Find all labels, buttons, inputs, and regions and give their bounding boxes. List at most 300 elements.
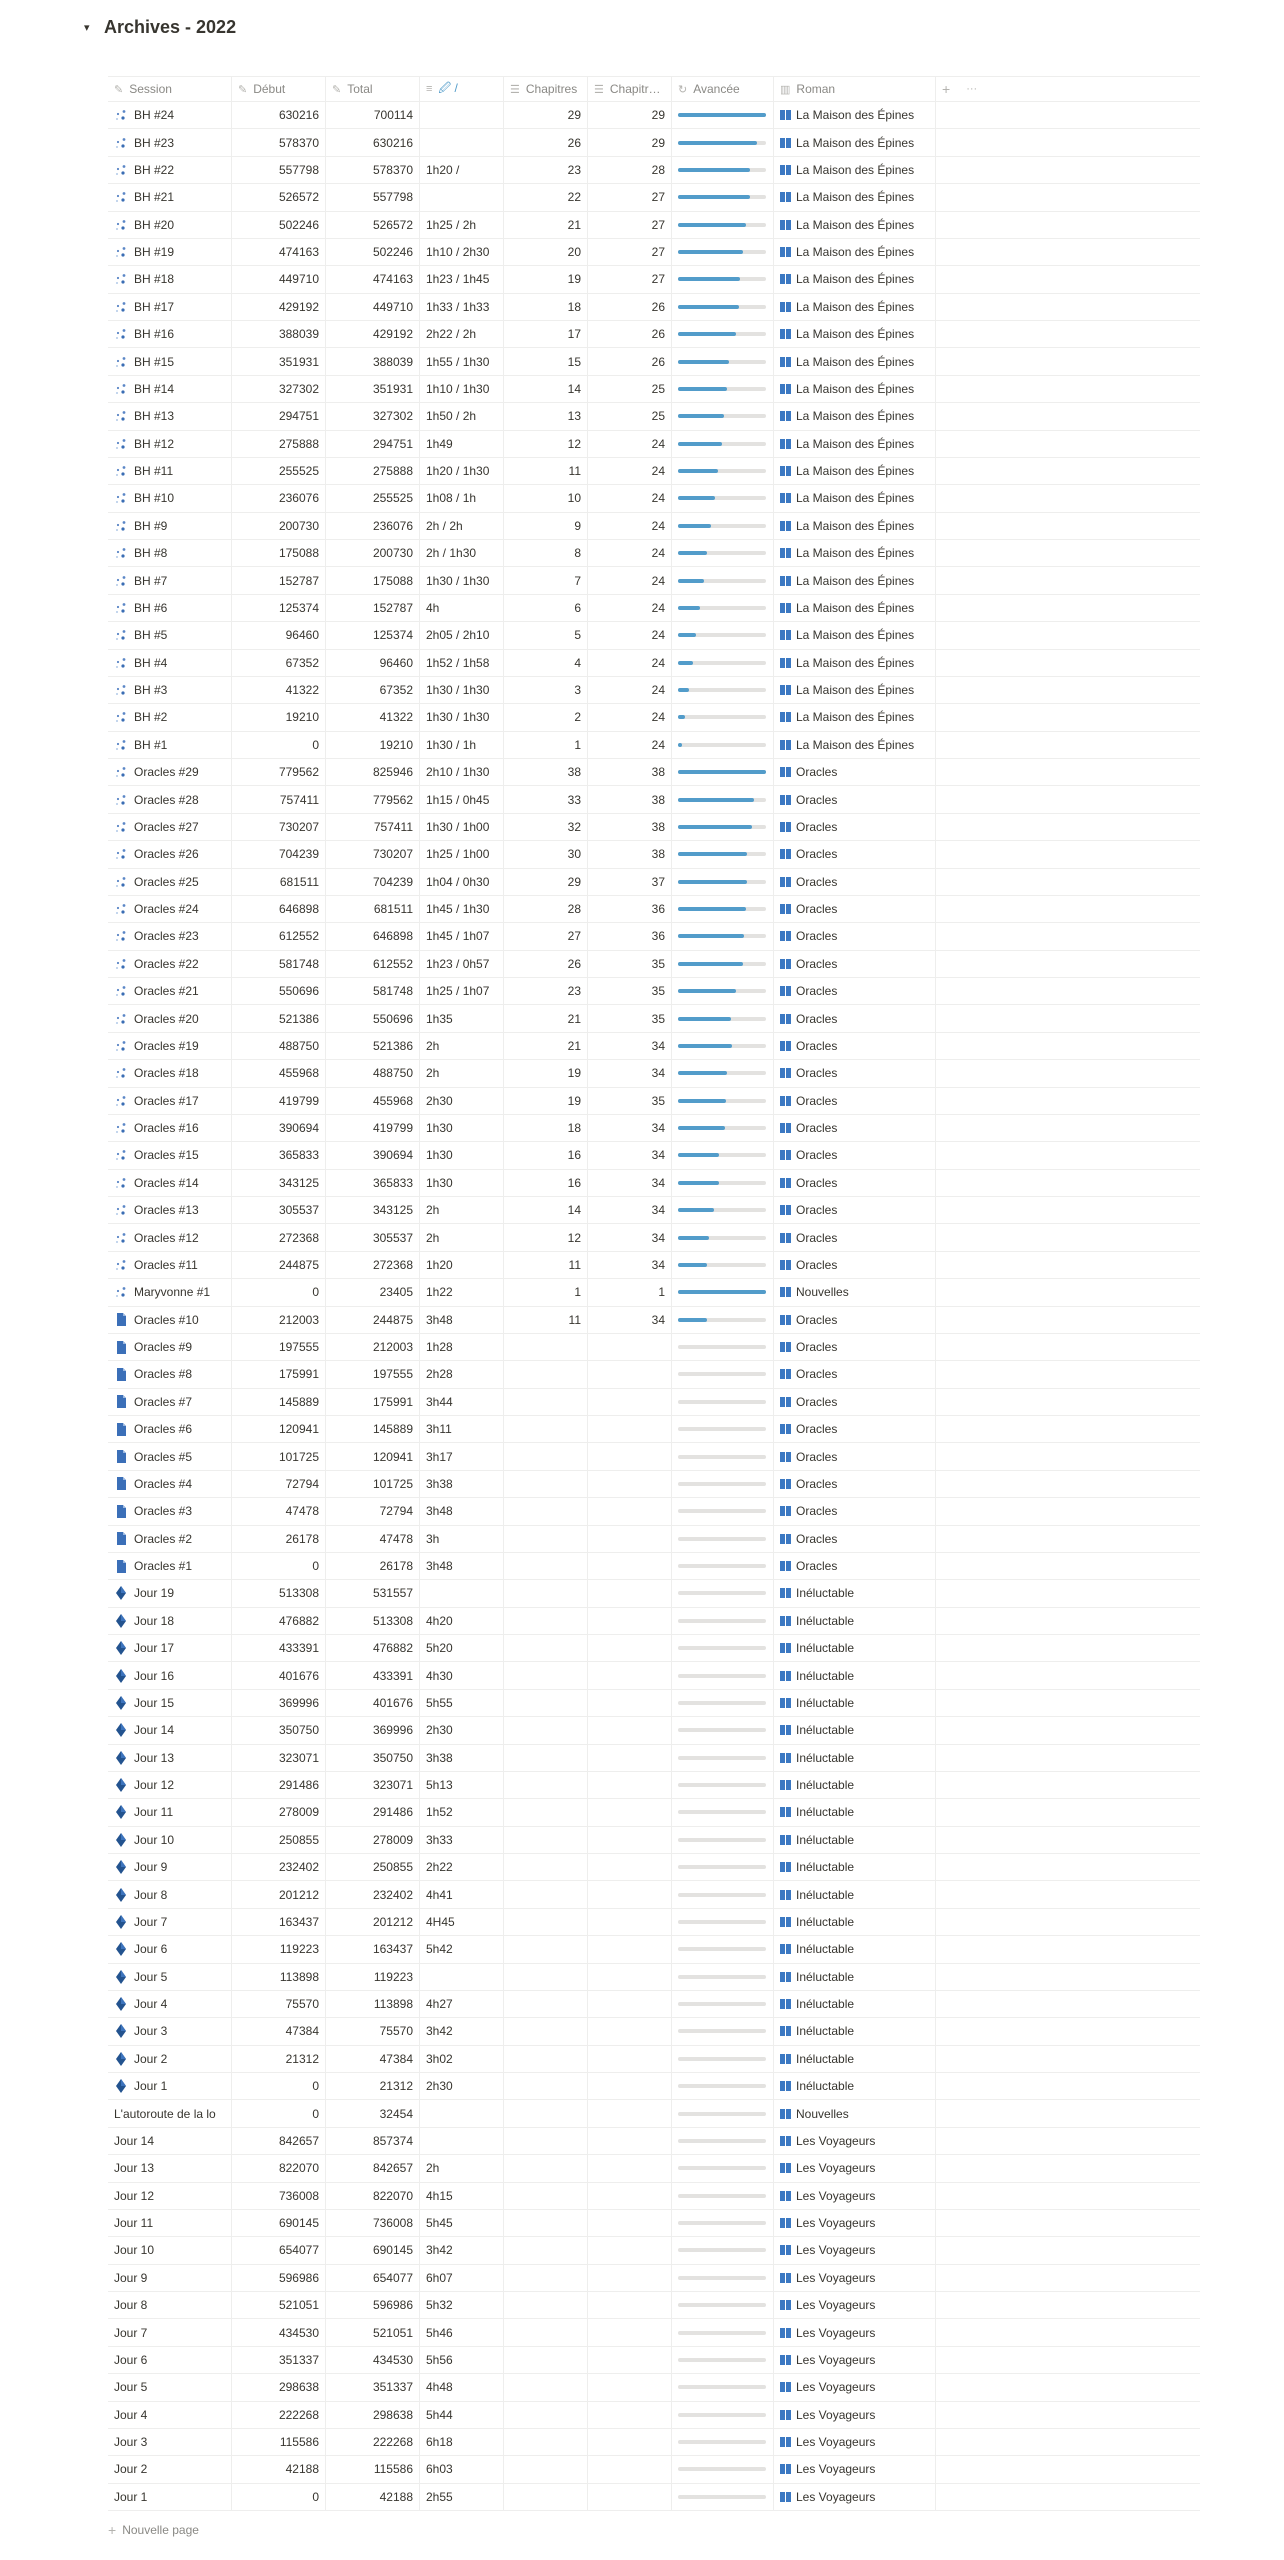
session-cell[interactable]	[108, 786, 232, 812]
roman-cell[interactable]	[774, 1964, 936, 1990]
session-cell[interactable]	[108, 1991, 232, 2017]
chapitres-cell[interactable]: 2	[504, 704, 588, 730]
temps-cell[interactable]: 2h30	[420, 1088, 504, 1114]
table-row[interactable]	[108, 1005, 1200, 1032]
temps-cell[interactable]: 2h	[420, 2155, 504, 2181]
temps-cell[interactable]: 1h22	[420, 1279, 504, 1305]
table-row[interactable]	[108, 704, 1200, 731]
chapitres-cell[interactable]: 20	[504, 239, 588, 265]
temps-cell[interactable]: 3h42	[420, 2018, 504, 2044]
table-row[interactable]	[108, 540, 1200, 567]
roman-cell[interactable]	[774, 1745, 936, 1771]
session-cell[interactable]	[108, 458, 232, 484]
roman-cell[interactable]	[774, 2073, 936, 2099]
debut-cell[interactable]: 272368	[232, 1224, 326, 1250]
roman-cell[interactable]	[774, 759, 936, 785]
table-row[interactable]	[108, 2319, 1200, 2346]
table-row[interactable]	[108, 2183, 1200, 2210]
temps-cell[interactable]: 2h28	[420, 1361, 504, 1387]
table-row[interactable]	[108, 2237, 1200, 2264]
chapitres-total-cell[interactable]: 34	[588, 1197, 672, 1223]
debut-cell[interactable]: 736008	[232, 2183, 326, 2209]
chapitres-cell[interactable]: 18	[504, 294, 588, 320]
total-cell[interactable]: 401676	[326, 1690, 420, 1716]
session-cell[interactable]	[108, 321, 232, 347]
table-row[interactable]	[108, 266, 1200, 293]
chapitres-total-cell[interactable]	[588, 2456, 672, 2482]
table-row[interactable]	[108, 1717, 1200, 1744]
temps-cell[interactable]: 1h30 / 1h30	[420, 677, 504, 703]
debut-cell[interactable]: 21312	[232, 2046, 326, 2072]
session-cell[interactable]	[108, 1224, 232, 1250]
session-cell[interactable]	[108, 2100, 232, 2126]
chapitres-total-cell[interactable]: 24	[588, 431, 672, 457]
roman-cell[interactable]	[774, 841, 936, 867]
chapitres-total-cell[interactable]: 36	[588, 923, 672, 949]
chapitres-total-cell[interactable]: 38	[588, 786, 672, 812]
total-cell[interactable]: 704239	[326, 869, 420, 895]
temps-cell[interactable]: 5h20	[420, 1635, 504, 1661]
chapitres-total-cell[interactable]: 24	[588, 567, 672, 593]
debut-cell[interactable]: 502246	[232, 212, 326, 238]
chapitres-cell[interactable]	[504, 1799, 588, 1825]
chapitres-cell[interactable]: 1	[504, 1279, 588, 1305]
table-row[interactable]	[108, 2210, 1200, 2237]
chapitres-cell[interactable]	[504, 1608, 588, 1634]
database-title[interactable]: Archives - 2022	[104, 16, 237, 37]
roman-cell[interactable]	[774, 704, 936, 730]
chapitres-total-cell[interactable]	[588, 2319, 672, 2345]
debut-cell[interactable]: 429192	[232, 294, 326, 320]
chapitres-cell[interactable]: 7	[504, 567, 588, 593]
chapitres-cell[interactable]: 11	[504, 1252, 588, 1278]
roman-cell[interactable]	[774, 622, 936, 648]
session-cell[interactable]	[108, 2319, 232, 2345]
temps-cell[interactable]: 4h30	[420, 1662, 504, 1688]
temps-cell[interactable]: 4h20	[420, 1608, 504, 1634]
total-cell[interactable]: 419799	[326, 1115, 420, 1141]
roman-cell[interactable]	[774, 2128, 936, 2154]
total-cell[interactable]: 125374	[326, 622, 420, 648]
table-row[interactable]	[108, 239, 1200, 266]
chapitres-cell[interactable]	[504, 1553, 588, 1579]
chapitres-cell[interactable]: 28	[504, 896, 588, 922]
chapitres-total-cell[interactable]: 24	[588, 732, 672, 758]
total-cell[interactable]: 822070	[326, 2183, 420, 2209]
chapitres-total-cell[interactable]: 34	[588, 1307, 672, 1333]
total-cell[interactable]: 119223	[326, 1964, 420, 1990]
chapitres-total-cell[interactable]: 36	[588, 896, 672, 922]
total-cell[interactable]: 350750	[326, 1745, 420, 1771]
chapitres-cell[interactable]: 11	[504, 458, 588, 484]
debut-cell[interactable]: 0	[232, 2100, 326, 2126]
chapitres-cell[interactable]: 21	[504, 212, 588, 238]
chapitres-total-cell[interactable]	[588, 2155, 672, 2181]
chapitres-total-cell[interactable]: 24	[588, 677, 672, 703]
table-row[interactable]	[108, 1827, 1200, 1854]
roman-cell[interactable]	[774, 1060, 936, 1086]
session-cell[interactable]	[108, 1717, 232, 1743]
debut-cell[interactable]: 255525	[232, 458, 326, 484]
roman-cell[interactable]	[774, 2046, 936, 2072]
total-cell[interactable]: 323071	[326, 1772, 420, 1798]
debut-cell[interactable]: 96460	[232, 622, 326, 648]
chapitres-cell[interactable]	[504, 2292, 588, 2318]
debut-cell[interactable]: 145889	[232, 1389, 326, 1415]
chapitres-cell[interactable]	[504, 1854, 588, 1880]
debut-cell[interactable]: 125374	[232, 595, 326, 621]
total-cell[interactable]: 502246	[326, 239, 420, 265]
total-cell[interactable]: 578370	[326, 157, 420, 183]
total-cell[interactable]: 120941	[326, 1443, 420, 1469]
temps-cell[interactable]: 1h30	[420, 1170, 504, 1196]
temps-cell[interactable]: 6h07	[420, 2265, 504, 2291]
total-cell[interactable]: 291486	[326, 1799, 420, 1825]
session-cell[interactable]	[108, 2402, 232, 2428]
roman-cell[interactable]	[774, 458, 936, 484]
table-row[interactable]	[108, 1498, 1200, 1525]
chapitres-cell[interactable]	[504, 2046, 588, 2072]
chapitres-cell[interactable]: 18	[504, 1115, 588, 1141]
session-cell[interactable]	[108, 1881, 232, 1907]
session-cell[interactable]	[108, 129, 232, 155]
roman-cell[interactable]	[774, 1854, 936, 1880]
debut-cell[interactable]: 842657	[232, 2128, 326, 2154]
temps-cell[interactable]: 1h10 / 2h30	[420, 239, 504, 265]
session-cell[interactable]	[108, 1252, 232, 1278]
session-cell[interactable]	[108, 1279, 232, 1305]
debut-cell[interactable]: 291486	[232, 1772, 326, 1798]
temps-cell[interactable]: 3h48	[420, 1498, 504, 1524]
debut-cell[interactable]: 47478	[232, 1498, 326, 1524]
roman-cell[interactable]	[774, 1142, 936, 1168]
session-cell[interactable]	[108, 1088, 232, 1114]
total-cell[interactable]: 365833	[326, 1170, 420, 1196]
chapitres-cell[interactable]	[504, 1471, 588, 1497]
total-cell[interactable]: 23405	[326, 1279, 420, 1305]
table-row[interactable]	[108, 2265, 1200, 2292]
roman-cell[interactable]	[774, 2265, 936, 2291]
chapitres-total-cell[interactable]	[588, 2210, 672, 2236]
debut-cell[interactable]: 434530	[232, 2319, 326, 2345]
debut-cell[interactable]: 275888	[232, 431, 326, 457]
total-cell[interactable]: 449710	[326, 294, 420, 320]
total-cell[interactable]: 343125	[326, 1197, 420, 1223]
total-cell[interactable]: 429192	[326, 321, 420, 347]
total-cell[interactable]: 244875	[326, 1307, 420, 1333]
debut-cell[interactable]: 646898	[232, 896, 326, 922]
temps-cell[interactable]	[420, 2100, 504, 2126]
total-cell[interactable]: 163437	[326, 1936, 420, 1962]
debut-cell[interactable]: 630216	[232, 102, 326, 128]
roman-cell[interactable]	[774, 1224, 936, 1250]
roman-cell[interactable]	[774, 1881, 936, 1907]
total-cell[interactable]: 779562	[326, 786, 420, 812]
chapitres-cell[interactable]	[504, 1690, 588, 1716]
debut-cell[interactable]: 557798	[232, 157, 326, 183]
chapitres-total-cell[interactable]: 27	[588, 184, 672, 210]
roman-cell[interactable]	[774, 1580, 936, 1606]
total-cell[interactable]: 700114	[326, 102, 420, 128]
debut-cell[interactable]: 42188	[232, 2456, 326, 2482]
temps-cell[interactable]: 1h04 / 0h30	[420, 869, 504, 895]
total-cell[interactable]: 455968	[326, 1088, 420, 1114]
total-cell[interactable]: 201212	[326, 1909, 420, 1935]
session-cell[interactable]	[108, 2347, 232, 2373]
debut-cell[interactable]: 200730	[232, 513, 326, 539]
chapitres-total-cell[interactable]	[588, 1334, 672, 1360]
chapitres-total-cell[interactable]	[588, 1745, 672, 1771]
chapitres-cell[interactable]: 19	[504, 1088, 588, 1114]
roman-cell[interactable]	[774, 1115, 936, 1141]
debut-cell[interactable]: 757411	[232, 786, 326, 812]
total-cell[interactable]: 550696	[326, 1005, 420, 1031]
temps-cell[interactable]: 4h27	[420, 1991, 504, 2017]
session-cell[interactable]	[108, 294, 232, 320]
table-row[interactable]	[108, 923, 1200, 950]
chapitres-cell[interactable]: 8	[504, 540, 588, 566]
debut-cell[interactable]: 222268	[232, 2402, 326, 2428]
debut-cell[interactable]: 369996	[232, 1690, 326, 1716]
roman-cell[interactable]	[774, 814, 936, 840]
debut-cell[interactable]: 550696	[232, 978, 326, 1004]
chapitres-total-cell[interactable]	[588, 2265, 672, 2291]
chapitres-total-cell[interactable]	[588, 2073, 672, 2099]
session-cell[interactable]	[108, 951, 232, 977]
total-cell[interactable]: 488750	[326, 1060, 420, 1086]
total-cell[interactable]: 646898	[326, 923, 420, 949]
roman-cell[interactable]	[774, 2155, 936, 2181]
chapitres-cell[interactable]	[504, 1991, 588, 2017]
total-cell[interactable]: 433391	[326, 1662, 420, 1688]
roman-cell[interactable]	[774, 1498, 936, 1524]
roman-cell[interactable]	[774, 1361, 936, 1387]
table-row[interactable]	[108, 1307, 1200, 1334]
temps-cell[interactable]: 1h50 / 2h	[420, 403, 504, 429]
chapitres-total-cell[interactable]: 24	[588, 622, 672, 648]
chapitres-cell[interactable]: 22	[504, 184, 588, 210]
chapitres-total-cell[interactable]: 26	[588, 294, 672, 320]
table-row[interactable]	[108, 102, 1200, 129]
chapitres-cell[interactable]: 29	[504, 869, 588, 895]
chapitres-total-cell[interactable]	[588, 1526, 672, 1552]
session-cell[interactable]	[108, 1827, 232, 1853]
table-row[interactable]	[108, 1361, 1200, 1388]
table-row[interactable]	[108, 1279, 1200, 1306]
temps-cell[interactable]: 5h46	[420, 2319, 504, 2345]
session-cell[interactable]	[108, 567, 232, 593]
chapitres-cell[interactable]	[504, 2456, 588, 2482]
chapitres-total-cell[interactable]: 38	[588, 814, 672, 840]
chapitres-cell[interactable]	[504, 1936, 588, 1962]
chapitres-cell[interactable]: 19	[504, 1060, 588, 1086]
chapitres-cell[interactable]: 21	[504, 1033, 588, 1059]
debut-cell[interactable]: 113898	[232, 1964, 326, 1990]
session-cell[interactable]	[108, 1498, 232, 1524]
roman-cell[interactable]	[774, 677, 936, 703]
debut-cell[interactable]: 294751	[232, 403, 326, 429]
table-row[interactable]	[108, 1115, 1200, 1142]
table-row[interactable]	[108, 184, 1200, 211]
session-cell[interactable]	[108, 2183, 232, 2209]
table-row[interactable]	[108, 1526, 1200, 1553]
temps-cell[interactable]: 1h25 / 2h	[420, 212, 504, 238]
chapitres-total-cell[interactable]: 34	[588, 1224, 672, 1250]
temps-cell[interactable]: 1h49	[420, 431, 504, 457]
session-cell[interactable]	[108, 1060, 232, 1086]
session-cell[interactable]	[108, 1745, 232, 1771]
column-header-roman[interactable]	[774, 77, 936, 101]
roman-cell[interactable]	[774, 1307, 936, 1333]
debut-cell[interactable]: 526572	[232, 184, 326, 210]
chapitres-total-cell[interactable]: 29	[588, 129, 672, 155]
total-cell[interactable]: 212003	[326, 1334, 420, 1360]
debut-cell[interactable]: 298638	[232, 2374, 326, 2400]
session-cell[interactable]	[108, 540, 232, 566]
roman-cell[interactable]	[774, 2402, 936, 2428]
chapitres-total-cell[interactable]: 24	[588, 540, 672, 566]
roman-cell[interactable]	[774, 1389, 936, 1415]
column-header-chapitres-total[interactable]	[588, 77, 672, 101]
session-cell[interactable]	[108, 1170, 232, 1196]
session-cell[interactable]	[108, 2429, 232, 2455]
chapitres-cell[interactable]	[504, 2402, 588, 2428]
total-cell[interactable]: 513308	[326, 1608, 420, 1634]
table-row[interactable]	[108, 1197, 1200, 1224]
roman-cell[interactable]	[774, 184, 936, 210]
chapitres-total-cell[interactable]	[588, 2046, 672, 2072]
session-cell[interactable]	[108, 978, 232, 1004]
table-row[interactable]	[108, 1252, 1200, 1279]
debut-cell[interactable]: 578370	[232, 129, 326, 155]
new-page-button[interactable]	[108, 2516, 199, 2544]
chapitres-total-cell[interactable]: 24	[588, 485, 672, 511]
session-cell[interactable]	[108, 212, 232, 238]
session-cell[interactable]	[108, 1635, 232, 1661]
total-cell[interactable]: 388039	[326, 348, 420, 374]
roman-cell[interactable]	[774, 1936, 936, 1962]
temps-cell[interactable]: 2h55	[420, 2484, 504, 2510]
total-cell[interactable]: 255525	[326, 485, 420, 511]
table-row[interactable]	[108, 1389, 1200, 1416]
chapitres-total-cell[interactable]: 27	[588, 266, 672, 292]
table-row[interactable]	[108, 1635, 1200, 1662]
chapitres-cell[interactable]	[504, 1964, 588, 1990]
session-cell[interactable]	[108, 841, 232, 867]
temps-cell[interactable]: 3h	[420, 1526, 504, 1552]
temps-cell[interactable]: 5h32	[420, 2292, 504, 2318]
roman-cell[interactable]	[774, 1279, 936, 1305]
chapitres-cell[interactable]: 17	[504, 321, 588, 347]
session-cell[interactable]	[108, 1799, 232, 1825]
total-cell[interactable]: 21312	[326, 2073, 420, 2099]
table-row[interactable]	[108, 951, 1200, 978]
table-row[interactable]	[108, 513, 1200, 540]
debut-cell[interactable]: 75570	[232, 1991, 326, 2017]
session-cell[interactable]	[108, 1307, 232, 1333]
table-row[interactable]	[108, 567, 1200, 594]
chapitres-total-cell[interactable]	[588, 1881, 672, 1907]
total-cell[interactable]: 72794	[326, 1498, 420, 1524]
table-row[interactable]	[108, 1224, 1200, 1251]
temps-cell[interactable]: 2h22	[420, 1854, 504, 1880]
roman-cell[interactable]	[774, 2484, 936, 2510]
roman-cell[interactable]	[774, 403, 936, 429]
temps-cell[interactable]: 1h30	[420, 1142, 504, 1168]
chapitres-total-cell[interactable]	[588, 2347, 672, 2373]
debut-cell[interactable]: 419799	[232, 1088, 326, 1114]
roman-cell[interactable]	[774, 1991, 936, 2017]
temps-cell[interactable]: 2h30	[420, 2073, 504, 2099]
roman-cell[interactable]	[774, 1005, 936, 1031]
chapitres-total-cell[interactable]: 38	[588, 759, 672, 785]
chapitres-cell[interactable]	[504, 2100, 588, 2126]
temps-cell[interactable]: 1h45 / 1h07	[420, 923, 504, 949]
table-row[interactable]	[108, 431, 1200, 458]
chapitres-total-cell[interactable]: 34	[588, 1170, 672, 1196]
chapitres-cell[interactable]: 5	[504, 622, 588, 648]
table-row[interactable]	[108, 786, 1200, 813]
chapitres-total-cell[interactable]: 34	[588, 1033, 672, 1059]
chapitres-cell[interactable]: 30	[504, 841, 588, 867]
roman-cell[interactable]	[774, 595, 936, 621]
table-row[interactable]	[108, 129, 1200, 156]
temps-cell[interactable]	[420, 2128, 504, 2154]
total-cell[interactable]: 521051	[326, 2319, 420, 2345]
total-cell[interactable]: 369996	[326, 1717, 420, 1743]
temps-cell[interactable]: 2h / 1h30	[420, 540, 504, 566]
roman-cell[interactable]	[774, 1416, 936, 1442]
chapitres-cell[interactable]: 19	[504, 266, 588, 292]
debut-cell[interactable]: 175088	[232, 540, 326, 566]
total-cell[interactable]: 67352	[326, 677, 420, 703]
session-cell[interactable]	[108, 1553, 232, 1579]
debut-cell[interactable]: 201212	[232, 1881, 326, 1907]
chapitres-cell[interactable]: 27	[504, 923, 588, 949]
chapitres-total-cell[interactable]: 25	[588, 376, 672, 402]
session-cell[interactable]	[108, 2073, 232, 2099]
chapitres-cell[interactable]	[504, 1498, 588, 1524]
session-cell[interactable]	[108, 102, 232, 128]
chapitres-total-cell[interactable]	[588, 1389, 672, 1415]
total-cell[interactable]: 842657	[326, 2155, 420, 2181]
session-cell[interactable]	[108, 239, 232, 265]
session-cell[interactable]	[108, 431, 232, 457]
debut-cell[interactable]: 365833	[232, 1142, 326, 1168]
total-cell[interactable]: 557798	[326, 184, 420, 210]
debut-cell[interactable]: 244875	[232, 1252, 326, 1278]
temps-cell[interactable]: 1h35	[420, 1005, 504, 1031]
session-cell[interactable]	[108, 1854, 232, 1880]
table-row[interactable]	[108, 896, 1200, 923]
chapitres-total-cell[interactable]: 34	[588, 1142, 672, 1168]
debut-cell[interactable]: 152787	[232, 567, 326, 593]
chapitres-cell[interactable]	[504, 1635, 588, 1661]
chapitres-total-cell[interactable]	[588, 2128, 672, 2154]
chapitres-total-cell[interactable]	[588, 1717, 672, 1743]
chapitres-total-cell[interactable]: 38	[588, 841, 672, 867]
chapitres-total-cell[interactable]	[588, 2484, 672, 2510]
debut-cell[interactable]: 596986	[232, 2265, 326, 2291]
roman-cell[interactable]	[774, 923, 936, 949]
temps-cell[interactable]: 5h44	[420, 2402, 504, 2428]
session-cell[interactable]	[108, 2456, 232, 2482]
total-cell[interactable]: 857374	[326, 2128, 420, 2154]
temps-cell[interactable]: 6h18	[420, 2429, 504, 2455]
session-cell[interactable]	[108, 759, 232, 785]
table-row[interactable]	[108, 2155, 1200, 2182]
table-row[interactable]	[108, 622, 1200, 649]
